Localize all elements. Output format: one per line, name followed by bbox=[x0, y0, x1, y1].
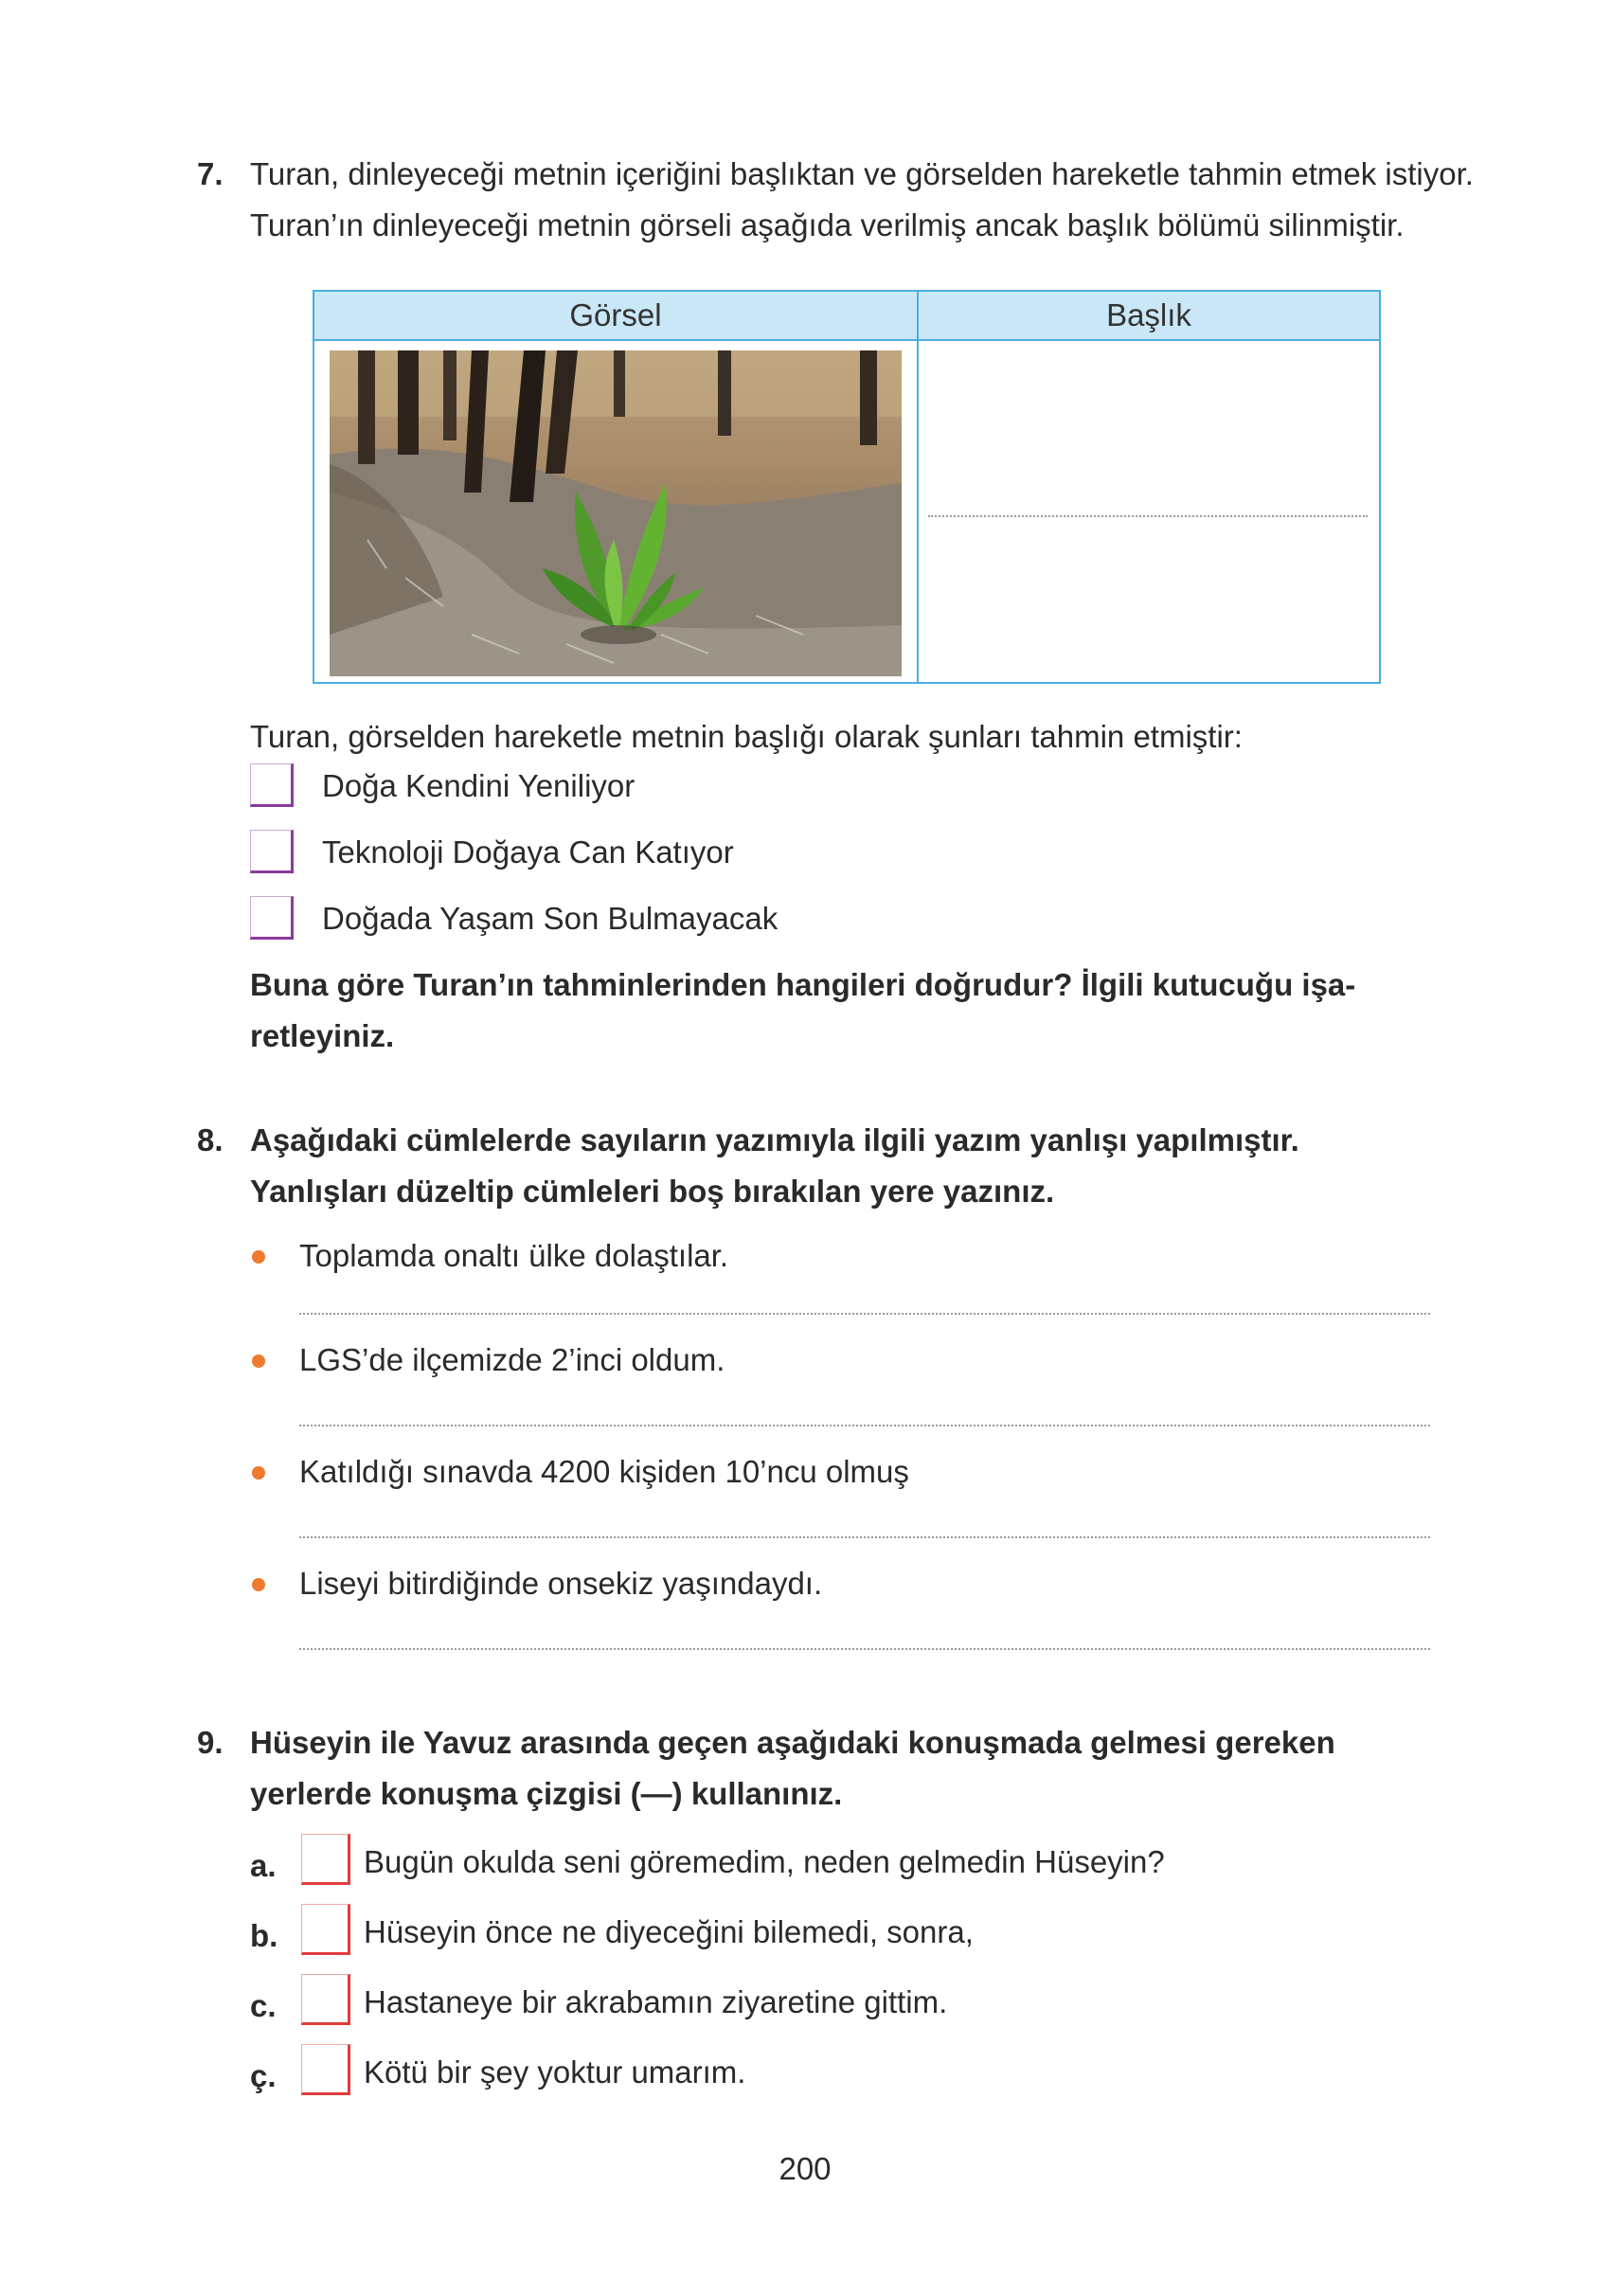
option-3-label: Doğada Yaşam Son Bulmayacak bbox=[322, 901, 779, 936]
option-2-label: Teknoloji Doğaya Can Katıyor bbox=[322, 834, 734, 870]
q9-item-b-text: Hüseyin önce ne diyeceğini bilemedi, sonra, bbox=[364, 1914, 974, 1949]
q9-item-a-label: a. bbox=[250, 1848, 277, 1883]
bullet-icon bbox=[252, 1466, 265, 1480]
question-8-line-2: Yanlışları düzeltip cümleleri boş bırakılan yere yazınız. bbox=[250, 1174, 1055, 1209]
table-header-baslik: Başlık bbox=[919, 292, 1379, 341]
title-answer-line[interactable] bbox=[928, 515, 1368, 517]
q8-item-3: Katıldığı sınavda 4200 kişiden 10’ncu olmuş bbox=[299, 1454, 909, 1489]
q9-item-c-box[interactable] bbox=[301, 1974, 350, 2025]
q9-item-d-label: ç. bbox=[250, 2058, 277, 2093]
burnt-forest-sprout-photo bbox=[330, 350, 902, 676]
q8-item-1: Toplamda onaltı ülke dolaştılar. bbox=[299, 1238, 729, 1273]
q8-answer-line-3[interactable] bbox=[299, 1536, 1430, 1538]
bullet-icon bbox=[252, 1578, 265, 1591]
question-7-line-1: Turan, dinleyeceği metnin içeriğini başlıktan ve görselden hareketle tahmin etmek istiyor. bbox=[250, 156, 1474, 191]
question-9-line-1: Hüseyin ile Yavuz arasında geçen aşağıdaki konuşmada gelmesi gereken bbox=[250, 1725, 1335, 1760]
option-2-checkbox[interactable] bbox=[250, 830, 294, 873]
question-7-intro: Turan, görselden hareketle metnin başlığı olarak şunları tahmin etmiştir: bbox=[250, 719, 1243, 754]
option-1-label: Doğa Kendini Yeniliyor bbox=[322, 768, 635, 803]
option-1-checkbox[interactable] bbox=[250, 763, 294, 807]
q8-item-4: Liseyi bitirdiğinde onsekiz yaşındaydı. bbox=[299, 1566, 823, 1601]
q9-item-b-label: b. bbox=[250, 1918, 278, 1953]
q9-item-b-box[interactable] bbox=[301, 1904, 350, 1955]
question-8-number: 8. bbox=[197, 1122, 224, 1157]
q9-item-d-text: Kötü bir şey yoktur umarım. bbox=[364, 2054, 746, 2090]
question-7-prompt-line-2: retleyiniz. bbox=[250, 1018, 395, 1053]
q8-answer-line-1[interactable] bbox=[299, 1313, 1430, 1315]
q9-item-a-box[interactable] bbox=[301, 1834, 350, 1885]
question-9-line-2: yerlerde konuşma çizgisi (—) kullanınız. bbox=[250, 1776, 843, 1811]
bullet-icon bbox=[252, 1250, 265, 1264]
option-3-checkbox[interactable] bbox=[250, 896, 294, 940]
bullet-icon bbox=[252, 1354, 265, 1368]
page-number: 200 bbox=[779, 2151, 832, 2186]
q9-item-c-text: Hastaneye bir akrabamın ziyaretine gittim. bbox=[364, 1984, 948, 2019]
q9-item-d-box[interactable] bbox=[301, 2044, 350, 2095]
question-7-line-2: Turan’ın dinleyeceği metnin görseli aşağıda verilmiş ancak başlık bölümü silinmiştir. bbox=[250, 207, 1405, 242]
table-divider bbox=[917, 292, 919, 682]
q8-answer-line-4[interactable] bbox=[299, 1648, 1430, 1650]
table-header-gorsel: Görsel bbox=[314, 292, 917, 341]
question-7-prompt-line-1: Buna göre Turan’ın tahminlerinden hangileri doğrudur? İlgili kutucuğu işa- bbox=[250, 967, 1356, 1002]
q9-item-c-label: c. bbox=[250, 1988, 277, 2023]
q8-answer-line-2[interactable] bbox=[299, 1425, 1430, 1426]
image-title-table bbox=[313, 290, 1381, 684]
question-7-number: 7. bbox=[197, 156, 224, 191]
question-8-line-1: Aşağıdaki cümlelerde sayıların yazımıyla ilgili yazım yanlışı yapılmıştır. bbox=[250, 1122, 1299, 1157]
q9-item-a-text: Bugün okulda seni göremedim, neden gelmedin Hüseyin? bbox=[364, 1844, 1165, 1879]
q8-item-2: LGS’de ilçemizde 2’inci oldum. bbox=[299, 1342, 725, 1377]
question-9-number: 9. bbox=[197, 1725, 224, 1760]
